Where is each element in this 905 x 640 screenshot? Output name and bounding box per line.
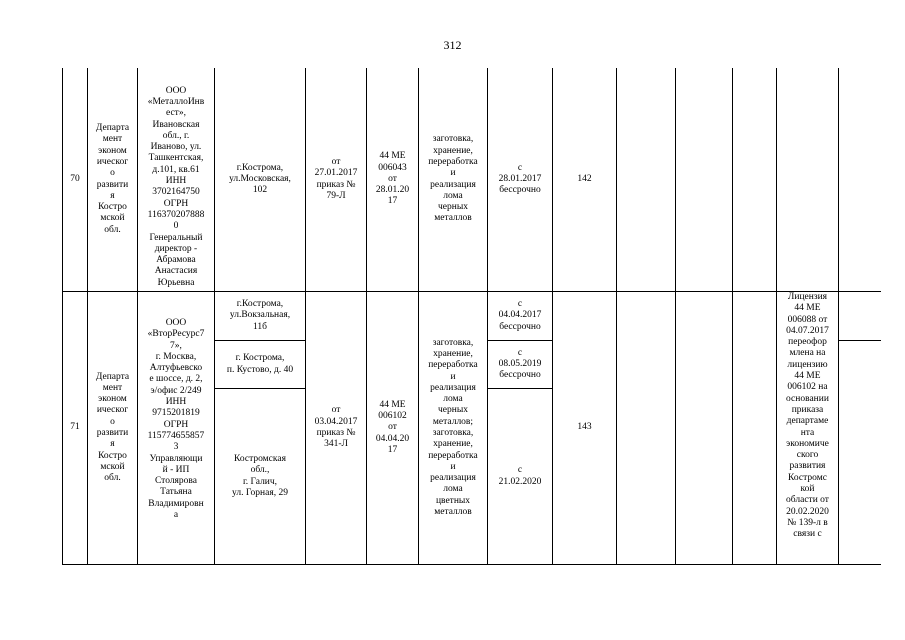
registry-number: 143 [577, 422, 592, 433]
validity-period: с 08.05.2019 бессрочно [498, 347, 542, 381]
site-address: Костромская обл., г. Галич, ул. Горная, 29 [232, 453, 288, 498]
licensing-authority: Департа мент эконом ическог о развити я Костро мской обл. [95, 371, 130, 484]
row-number: 71 [70, 422, 80, 433]
page-number: 312 [443, 38, 462, 52]
activity-type: заготовка, хранение, переработка и реализация лома черных металлов; заготовка, хранение, переработка и реализация лома цветных металлов [428, 337, 478, 518]
order-date: от 27.01.2017 приказ № 79-Л [314, 156, 358, 201]
license-number: 44 МЕ 006102 от 04.04.20 17 [375, 399, 410, 455]
license-note: Лицензия 44 МЕ 006088 от 04.07.2017 переофор млена на лицензию 44 МЕ 006102 на основании приказа департаме нта экономиче ского развития Костромс кой области от 20.02.2020 № 139-л в связи с [786, 292, 829, 540]
column-border [675, 68, 676, 565]
licensing-authority: Департа мент эконом ическог о развити я Костро мской обл. [95, 123, 130, 235]
registry-number: 142 [577, 173, 592, 184]
site-address: г.Кострома, ул.Московская, 102 [229, 162, 291, 196]
column-border [616, 68, 617, 565]
column-border [838, 68, 839, 565]
license-number: 44 МЕ 006043 от 28.01.20 17 [375, 151, 410, 207]
column-border [732, 68, 733, 565]
site-address: г. Кострома, п. Кустово, д. 40 [226, 353, 294, 375]
activity-type: заготовка, хранение, переработка и реализация лома черных металлов [428, 134, 478, 224]
row-number: 70 [70, 173, 80, 184]
validity-period: с 04.04.2017 бессрочно [498, 299, 542, 332]
validity-period: с 28.01.2017 бессрочно [498, 162, 542, 196]
table-bottom-border [62, 564, 881, 565]
site-address: г.Кострома, ул.Вокзальная, 11б [229, 299, 291, 332]
licensee-details: ООО «МеталлоИнв ест», Ивановская обл., г. Иваново, ул. Ташкентская, д.101, кв.61 ИНН 3702164750 ОГРН 116370207888 0 Генеральный директор - Абрамова Анастасия Юрьевна [147, 85, 205, 288]
order-date: от 03.04.2017 приказ № 341-Л [314, 405, 358, 450]
validity-period: с 21.02.2020 [498, 465, 542, 487]
licensee-details: ООО «ВторРесурс7 7», г. Москва, Алтуфьевско е шоссе, д. 2, э/офис 2/249 ИНН 9715201819 ОГРН 115774655857 3 Управляющи й - ИП Столярова Татьяна Владимировн а [147, 318, 205, 521]
note-divider [838, 340, 881, 341]
